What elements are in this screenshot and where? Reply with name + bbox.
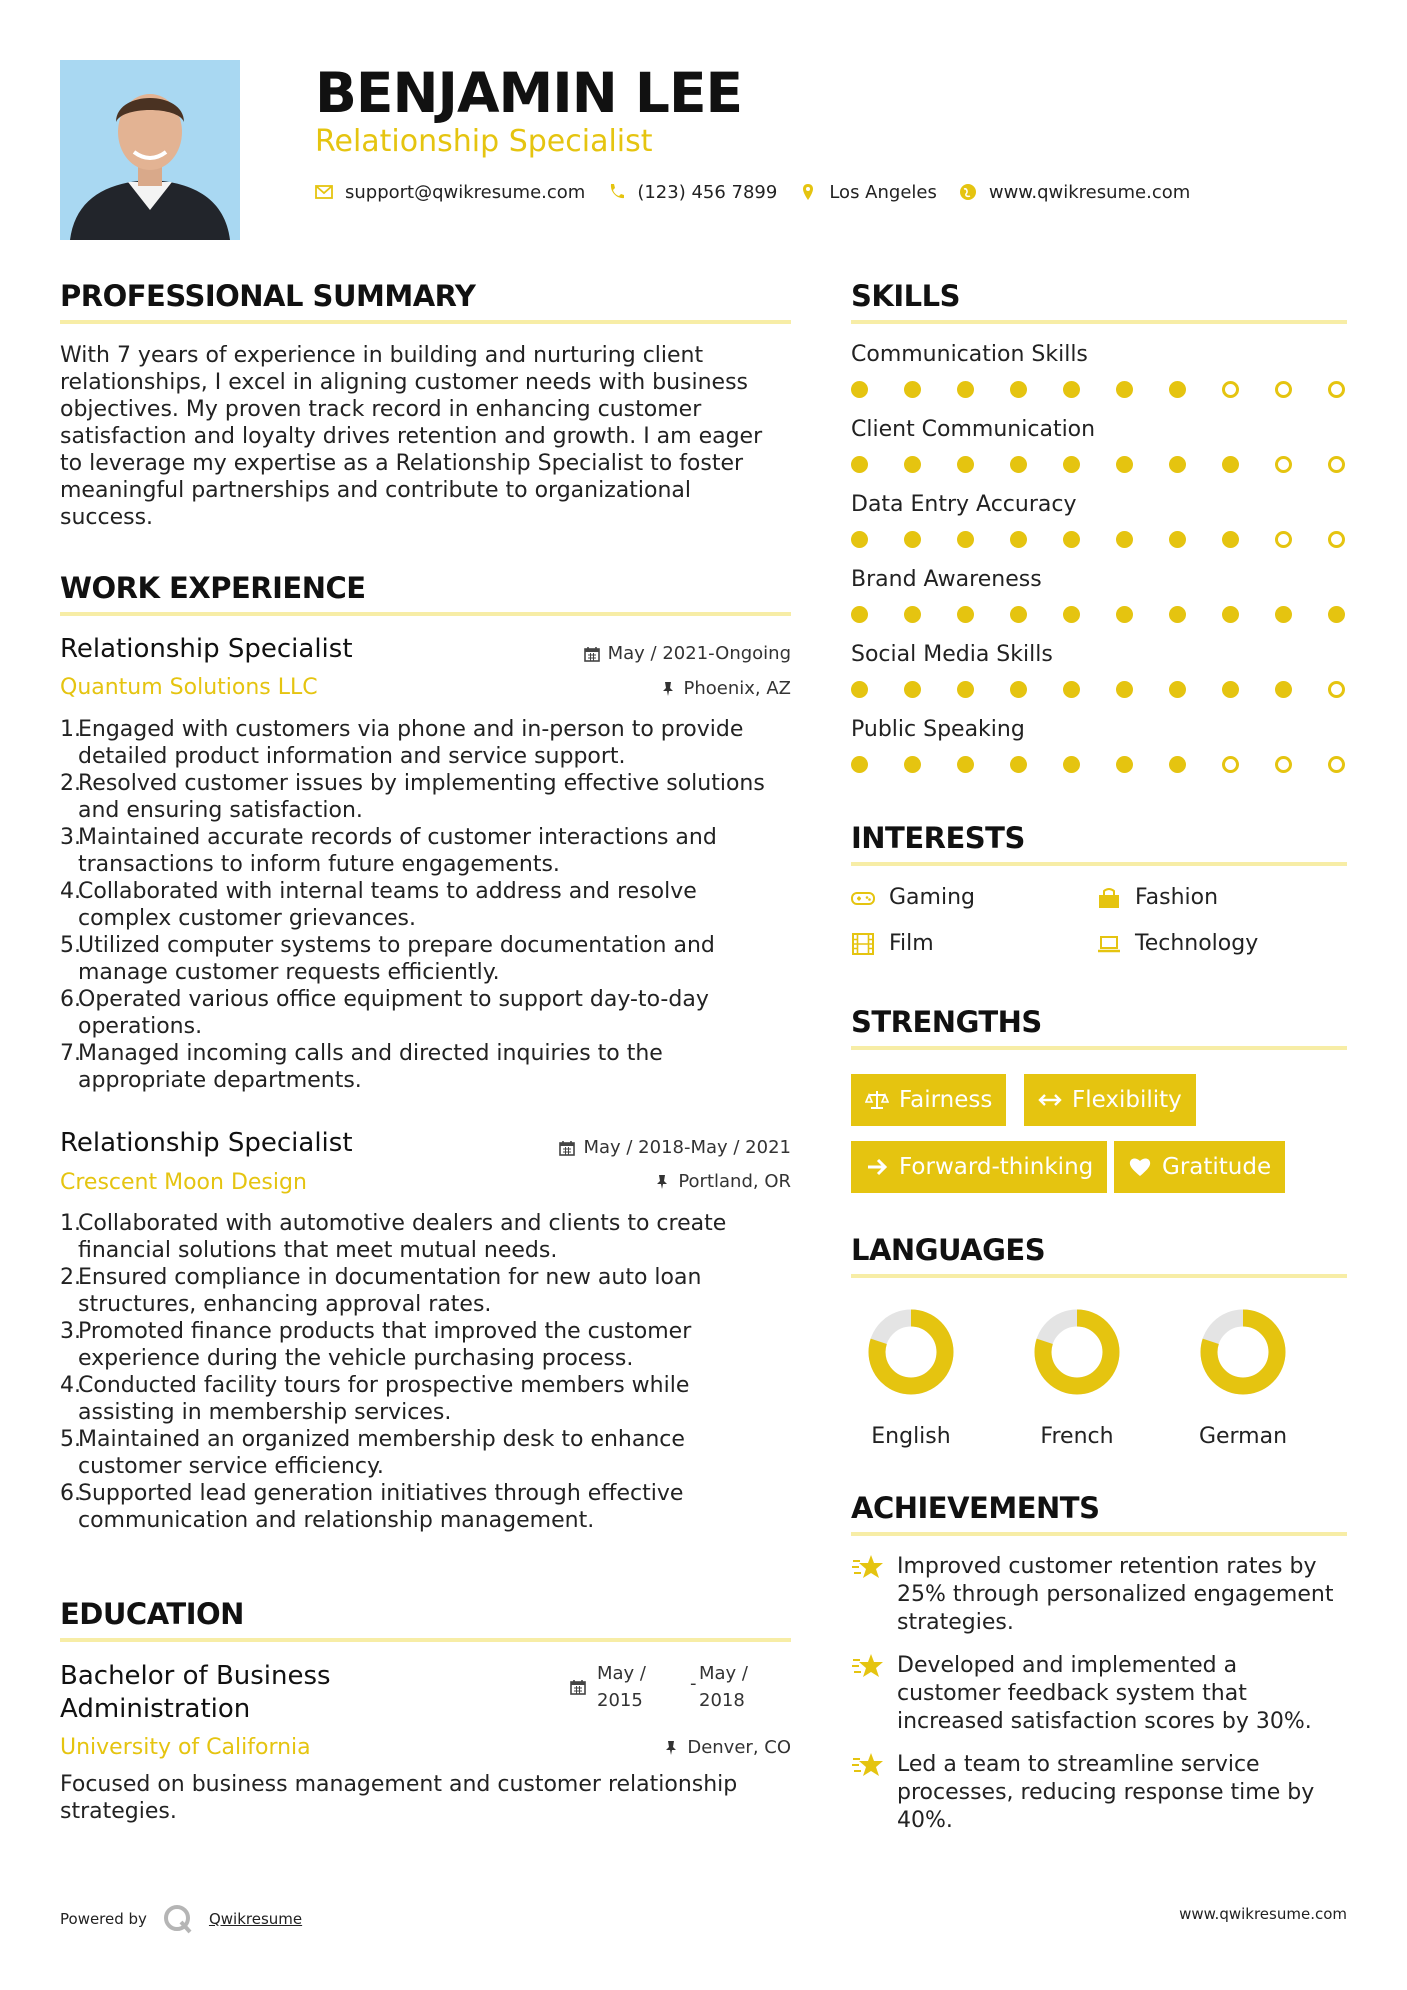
contact-website[interactable]: www.qwikresume.com	[959, 182, 1190, 203]
skill-rating	[851, 756, 1351, 776]
skill-dot-filled	[851, 381, 868, 398]
footer-powered-by: Powered by Qwikresume	[60, 1902, 302, 1936]
skill-dot-empty	[1328, 531, 1345, 548]
skill-dot-filled	[904, 381, 921, 398]
language-proficiency-ring	[1031, 1306, 1123, 1398]
skill-dot-filled	[957, 381, 974, 398]
skill-dot-empty	[1222, 381, 1239, 398]
degree: Bachelor of Business Administration	[60, 1661, 331, 1724]
skill-rating	[851, 531, 1351, 551]
job-title: Relationship Specialist	[60, 634, 353, 664]
skill-dot-filled	[1063, 531, 1080, 548]
language-item	[1017, 1306, 1137, 1450]
skill-dot-filled	[851, 681, 868, 698]
skill-dot-filled	[851, 756, 868, 773]
skill-label: Communication Skills	[851, 342, 1088, 367]
skill-dot-empty	[1328, 756, 1345, 773]
skill-dot-filled	[851, 456, 868, 473]
education-description: Focused on business management and customer relationship strategies.	[60, 1772, 738, 1824]
skill-dot-filled	[1010, 681, 1027, 698]
pin-icon	[663, 1740, 679, 1756]
skill-dot-filled	[1222, 606, 1239, 623]
skill-dot-empty	[1275, 456, 1292, 473]
skill-dot-filled	[1116, 681, 1133, 698]
skill-dot-empty	[1222, 756, 1239, 773]
skill-dot-filled	[1275, 681, 1292, 698]
arrow-right-icon	[865, 1155, 889, 1179]
skill-rating	[851, 681, 1351, 701]
skill-dot-filled	[1063, 456, 1080, 473]
job-title: Relationship Specialist	[60, 1128, 353, 1158]
skill-dot-filled	[904, 756, 921, 773]
language-label: German	[1198, 1424, 1288, 1449]
star-icon	[851, 1553, 885, 1583]
pin-icon	[660, 681, 676, 697]
skill-dot-empty	[1275, 381, 1292, 398]
heart-icon	[1128, 1155, 1152, 1179]
strength-badge: Fairness	[851, 1074, 1006, 1126]
skill-dot-filled	[1010, 456, 1027, 473]
skill-dot-filled	[1116, 606, 1133, 623]
job-location: Phoenix, AZ	[660, 678, 792, 700]
contact-phone[interactable]: (123) 456 7899	[607, 182, 777, 203]
list-item: 5. Utilized computer systems to prepare documentation and manage customer requests efficiently.	[60, 933, 715, 985]
skill-dot-filled	[1275, 606, 1292, 623]
languages-heading: LANGUAGES	[851, 1233, 1046, 1267]
interest-item: Fashion	[1097, 885, 1218, 911]
education-heading: EDUCATION	[60, 1597, 244, 1631]
skill-dot-filled	[1063, 606, 1080, 623]
contact-email[interactable]: support@qwikresume.com	[315, 182, 585, 203]
pin-icon	[654, 1174, 670, 1190]
list-item: 4. Conducted facility tours for prospective members while assisting in membership services.	[60, 1373, 690, 1425]
skill-dot-empty	[1275, 756, 1292, 773]
achievement-item: Led a team to streamline service processes, reducing response time by 40%.	[851, 1751, 1351, 1835]
skill-dot-filled	[1116, 531, 1133, 548]
qwikresume-link[interactable]: Qwikresume	[208, 1910, 303, 1928]
strength-badge: Flexibility	[1024, 1074, 1196, 1126]
summary-heading: PROFESSIONAL SUMMARY	[60, 279, 476, 313]
laptop-icon	[1097, 932, 1121, 956]
list-item: 5. Maintained an organized membership desk to enhance customer service efficiency.	[60, 1427, 685, 1479]
skill-dot-filled	[1010, 381, 1027, 398]
skill-dot-filled	[1116, 381, 1133, 398]
skill-dot-filled	[1010, 531, 1027, 548]
skill-rating	[851, 456, 1351, 476]
list-item: 6. Operated various office equipment to support day-to-day operations.	[60, 987, 709, 1039]
list-item: 7. Managed incoming calls and directed inquiries to the appropriate departments.	[60, 1041, 663, 1093]
skill-dot-filled	[1010, 606, 1027, 623]
achievements-heading: ACHIEVEMENTS	[851, 1491, 1100, 1525]
job-bullets	[60, 1210, 791, 1534]
skill-label: Data Entry Accuracy	[851, 492, 1077, 517]
profile-photo	[60, 60, 240, 240]
achievement-item: Improved customer retention rates by 25% through personalized engagement strategies.	[851, 1553, 1351, 1637]
skill-dot-filled	[904, 681, 921, 698]
candidate-title: Relationship Specialist	[315, 124, 653, 159]
job-bullets	[60, 716, 791, 1094]
language-item	[851, 1306, 971, 1450]
job-company: Quantum Solutions LLC	[60, 675, 318, 700]
skill-dot-filled	[1222, 681, 1239, 698]
languages-divider	[851, 1274, 1347, 1278]
strengths-heading: STRENGTHS	[851, 1005, 1042, 1039]
calendar-icon	[559, 1140, 575, 1156]
job-date: May / 2021-Ongoing	[584, 643, 791, 665]
skill-dot-filled	[1063, 381, 1080, 398]
summary-divider	[60, 320, 791, 324]
star-icon	[851, 1652, 885, 1682]
skill-dot-filled	[1116, 456, 1133, 473]
skill-dot-filled	[1222, 456, 1239, 473]
interest-item: Film	[851, 931, 934, 957]
language-label: French	[1040, 1424, 1114, 1449]
skill-label: Social Media Skills	[851, 642, 1053, 667]
education-divider	[60, 1638, 791, 1642]
list-item: 6. Supported lead generation initiatives through effective communication and relationship management.	[60, 1481, 684, 1533]
skill-label: Brand Awareness	[851, 567, 1042, 592]
skills-heading: SKILLS	[851, 279, 960, 313]
school: University of California	[60, 1735, 311, 1760]
skill-dot-filled	[851, 531, 868, 548]
experience-heading: WORK EXPERIENCE	[60, 571, 366, 605]
qwikresume-logo-icon	[161, 1902, 195, 1936]
experience-divider	[60, 612, 791, 616]
globe-icon	[959, 183, 977, 201]
skill-dot-filled	[957, 681, 974, 698]
skill-dot-filled	[1169, 606, 1186, 623]
skill-dot-filled	[957, 606, 974, 623]
strength-badge: Forward-thinking	[851, 1141, 1107, 1193]
skill-rating	[851, 381, 1351, 401]
map-pin-icon	[799, 183, 817, 201]
skill-dot-filled	[1063, 756, 1080, 773]
skill-dot-filled	[851, 606, 868, 623]
footer-site[interactable]: www.qwikresume.com	[1179, 1905, 1347, 1923]
achievement-item: Developed and implemented a customer feedback system that increased satisfaction scores by 30%.	[851, 1652, 1351, 1736]
strengths-divider	[851, 1046, 1347, 1050]
job-date: May / 2018-May / 2021	[559, 1137, 791, 1159]
skill-label: Public Speaking	[851, 717, 1025, 742]
contact-bar	[315, 180, 1190, 204]
education-date: May / 2015 - May / 2018	[570, 1660, 791, 1716]
skill-dot-empty	[1328, 381, 1345, 398]
skill-dot-filled	[957, 531, 974, 548]
contact-location: Los Angeles	[799, 182, 937, 203]
language-proficiency-ring	[1197, 1306, 1289, 1398]
skill-dot-filled	[957, 756, 974, 773]
skill-dot-filled	[1116, 756, 1133, 773]
interests-heading: INTERESTS	[851, 821, 1025, 855]
achievements-divider	[851, 1532, 1347, 1536]
bag-icon	[1097, 886, 1121, 910]
language-label: English	[871, 1424, 951, 1449]
skill-dot-filled	[1222, 531, 1239, 548]
interests-divider	[851, 862, 1347, 866]
list-item: 1. Engaged with customers via phone and in-person to provide detailed product information and service support.	[60, 717, 744, 769]
skill-dot-empty	[1328, 456, 1345, 473]
skill-dot-filled	[1169, 681, 1186, 698]
skill-dot-filled	[904, 531, 921, 548]
strength-badge: Gratitude	[1114, 1141, 1285, 1193]
interest-item: Technology	[1097, 931, 1258, 957]
list-item: 2. Resolved customer issues by implementing effective solutions and ensuring satisfaction.	[60, 771, 765, 823]
language-proficiency-ring	[865, 1306, 957, 1398]
skill-dot-filled	[1328, 606, 1345, 623]
film-icon	[851, 932, 875, 956]
list-item: 1. Collaborated with automotive dealers and clients to create financial solutions that meet mutual needs.	[60, 1211, 727, 1263]
arrows-icon	[1038, 1088, 1062, 1112]
list-item: 2. Ensured compliance in documentation for new auto loan structures, enhancing approval rates.	[60, 1265, 702, 1317]
education-location: Denver, CO	[663, 1737, 791, 1759]
phone-icon	[607, 183, 625, 201]
skill-dot-filled	[957, 456, 974, 473]
list-item: 3. Maintained accurate records of customer interactions and transactions to inform future engagements.	[60, 825, 717, 877]
gamepad-icon	[851, 886, 875, 910]
list-item: 3. Promoted finance products that improved the customer experience during the vehicle purchasing process.	[60, 1319, 692, 1371]
candidate-name: BENJAMIN LEE	[315, 61, 743, 125]
skills-divider	[851, 320, 1347, 324]
skill-dot-filled	[904, 606, 921, 623]
skill-rating	[851, 606, 1351, 626]
skill-dot-filled	[1063, 681, 1080, 698]
calendar-icon	[584, 646, 600, 662]
skill-dot-filled	[1169, 381, 1186, 398]
interest-item: Gaming	[851, 885, 975, 911]
list-item: 4. Collaborated with internal teams to address and resolve complex customer grievances.	[60, 879, 697, 931]
skill-dot-filled	[1169, 456, 1186, 473]
calendar-icon	[570, 1679, 586, 1695]
job-location: Portland, OR	[654, 1171, 791, 1193]
star-icon	[851, 1751, 885, 1781]
summary-text: With 7 years of experience in building and nurturing client relationships, I excel in aligning customer needs with business objectives. My proven track record in enhancing customer satisfaction and loyalty drives retention and growth. I am eager to leverage my expertise as a Relationship Specialist to foster meaningful partnerships and contribute to organizational success.	[60, 343, 763, 530]
scale-icon	[865, 1088, 889, 1112]
skill-dot-filled	[1169, 531, 1186, 548]
skill-dot-filled	[1169, 756, 1186, 773]
skill-dot-filled	[904, 456, 921, 473]
skill-dot-filled	[1010, 756, 1027, 773]
skill-dot-empty	[1275, 531, 1292, 548]
job-company: Crescent Moon Design	[60, 1170, 307, 1195]
skill-label: Client Communication	[851, 417, 1096, 442]
envelope-icon	[315, 183, 333, 201]
skill-dot-empty	[1328, 681, 1345, 698]
language-item	[1183, 1306, 1303, 1450]
